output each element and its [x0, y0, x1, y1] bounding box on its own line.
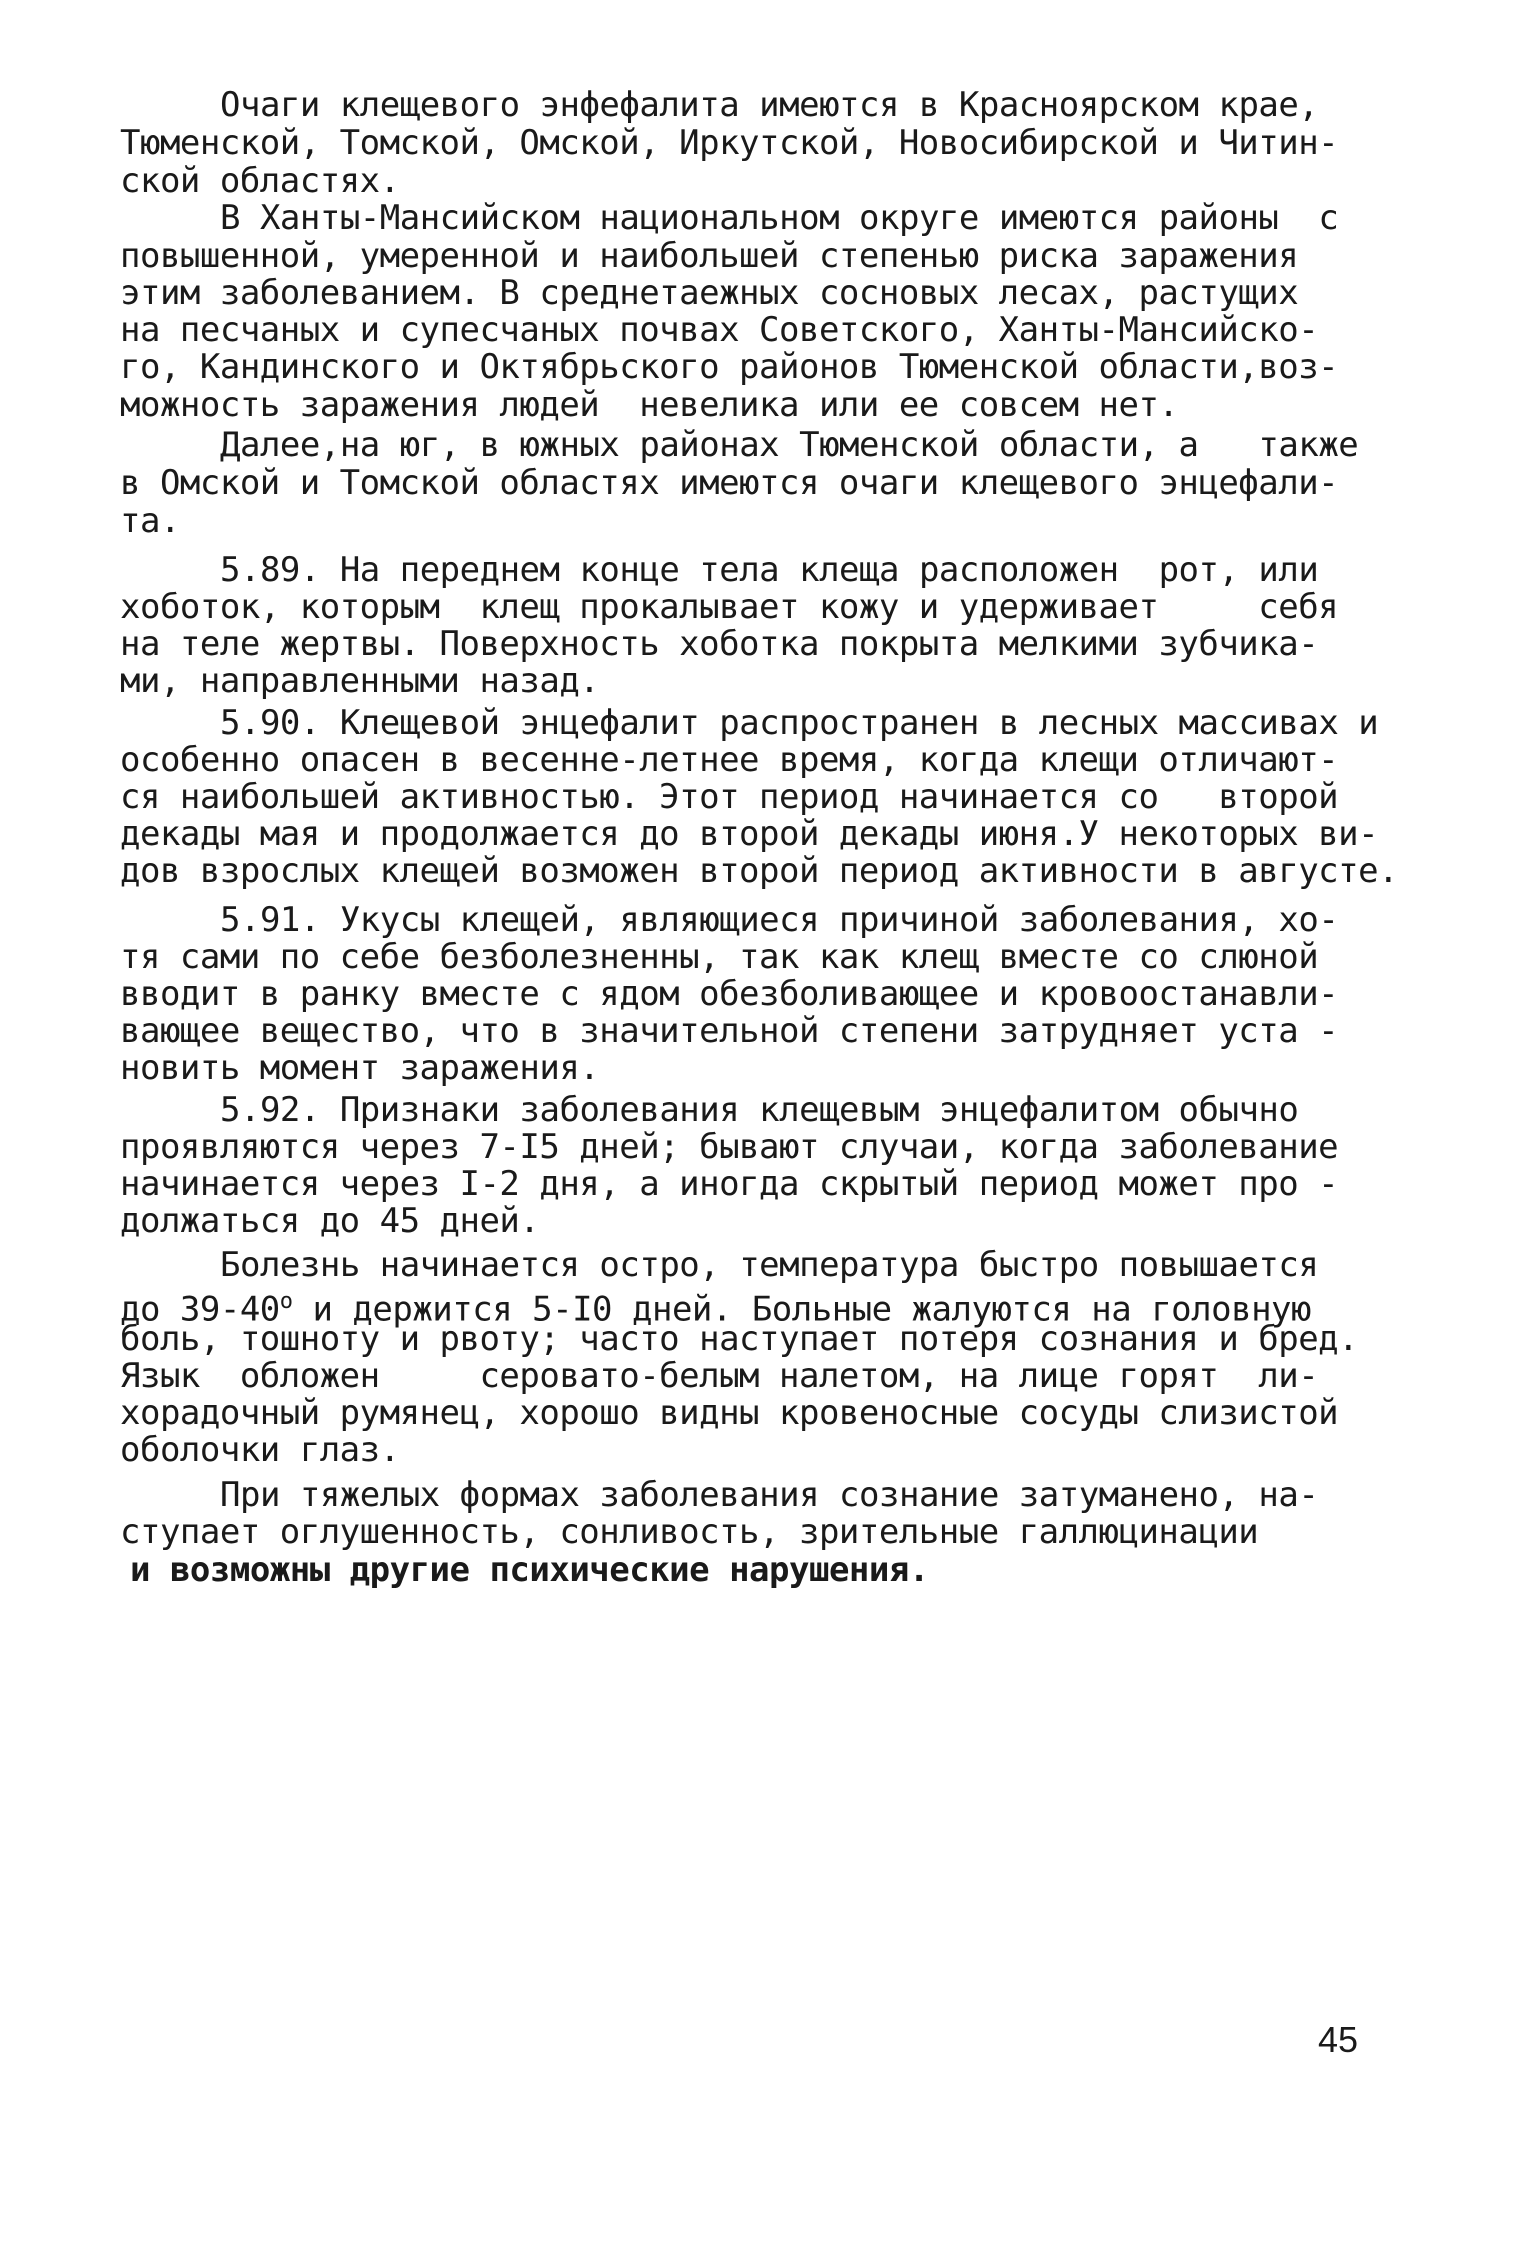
text-line: вводит в ранку вместе с ядом обезболивающее и кровоостанавли-	[120, 974, 1339, 1014]
text-line: вающее вещество, что в значительной степени затрудняет уста -	[120, 1011, 1339, 1051]
text-line: начинается через I-2 дня, а иногда скрытый период может про -	[120, 1164, 1339, 1204]
text-line: ской областях.	[120, 161, 400, 201]
text-line: Тюменской, Томской, Омской, Иркутской, Новосибирской и Читин-	[120, 123, 1339, 163]
text-line: Болезнь начинается остро, температура быстро повышается	[220, 1245, 1319, 1285]
text-line: При тяжелых формах заболевания сознание затуманено, на-	[220, 1475, 1319, 1515]
text-line: на теле жертвы. Поверхность хоботка покрыта мелкими зубчика-	[120, 624, 1319, 664]
text-line: хорадочный румянец, хорошо видны кровеносные сосуды слизистой	[120, 1393, 1339, 1433]
text-line: в Омской и Томской областях имеются очаги клещевого энцефали-	[120, 463, 1339, 503]
page-number: 45	[1318, 2019, 1359, 2060]
text-line: проявляются через 7-I5 дней; бывают случаи, когда заболевание	[120, 1127, 1339, 1167]
text-line: Очаги клещевого энфефалита имеются в Красноярском крае,	[220, 85, 1319, 125]
text-line: особенно опасен в весенне-летнее время, когда клещи отличают-	[120, 740, 1339, 780]
text-line: новить момент заражения.	[120, 1048, 600, 1088]
text-line: 5.90. Клещевой энцефалит распространен в лесных массивах и	[220, 703, 1379, 743]
text-line: этим заболеванием. В среднетаежных сосновых лесах, растущих	[120, 273, 1299, 313]
text-line: боль, тошноту и рвоту; часто наступает потеря сознания и бред.	[120, 1319, 1359, 1359]
text-line: 5.92. Признаки заболевания клещевым энцефалитом обычно	[220, 1090, 1299, 1130]
text-line: Далее,на юг, в южных районах Тюменской области, а также	[220, 425, 1359, 465]
text-line: та.	[120, 501, 180, 541]
text-line: ся наибольшей активностью. Этот период начинается со второй	[120, 777, 1339, 817]
text-line: повышенной, умеренной и наибольшей степенью риска заражения	[120, 236, 1299, 276]
text-line: хоботок, которым клещ прокалывает кожу и удерживает себя	[120, 587, 1339, 627]
text-line: на песчаных и супесчаных почвах Советского, Ханты-Мансийско-	[120, 310, 1319, 350]
text-line: 5.91. Укусы клещей, являющиеся причиной заболевания, хо-	[220, 900, 1339, 940]
text-line: и возможны другие психические нарушения.	[130, 1550, 929, 1590]
text-line: В Ханты-Мансийском национальном округе имеются районы с	[220, 198, 1339, 238]
text-segment: и держится 5-I0 дней. Больные жалуются на головную	[292, 1289, 1311, 1330]
text-line: го, Кандинского и Октябрьского районов Тюменской области,воз-	[120, 347, 1339, 387]
text-segment: до 39-40	[120, 1289, 280, 1330]
text-line: ми, направленными назад.	[120, 661, 600, 701]
text-line: декады мая и продолжается до второй декады июня.У некоторых ви-	[120, 814, 1379, 854]
degree-superscript: o	[279, 1289, 293, 1314]
text-line: 5.89. На переднем конце тела клеща расположен рот, или	[220, 550, 1319, 590]
text-line: дов взрослых клещей возможен второй период активности в августе.	[120, 851, 1399, 891]
text-line: тя сами по себе безболезненны, так как клещ вместе со слюной	[120, 937, 1319, 977]
text-line: должаться до 45 дней.	[120, 1201, 540, 1241]
text-line: оболочки глаз.	[120, 1430, 400, 1470]
text-line: можность заражения людей невелика или ее совсем нет.	[120, 385, 1179, 425]
text-line: Язык обложен серовато-белым налетом, на лице горят ли-	[120, 1356, 1319, 1396]
text-line: ступает оглушенность, сонливость, зрительные галлюцинации	[120, 1512, 1259, 1552]
